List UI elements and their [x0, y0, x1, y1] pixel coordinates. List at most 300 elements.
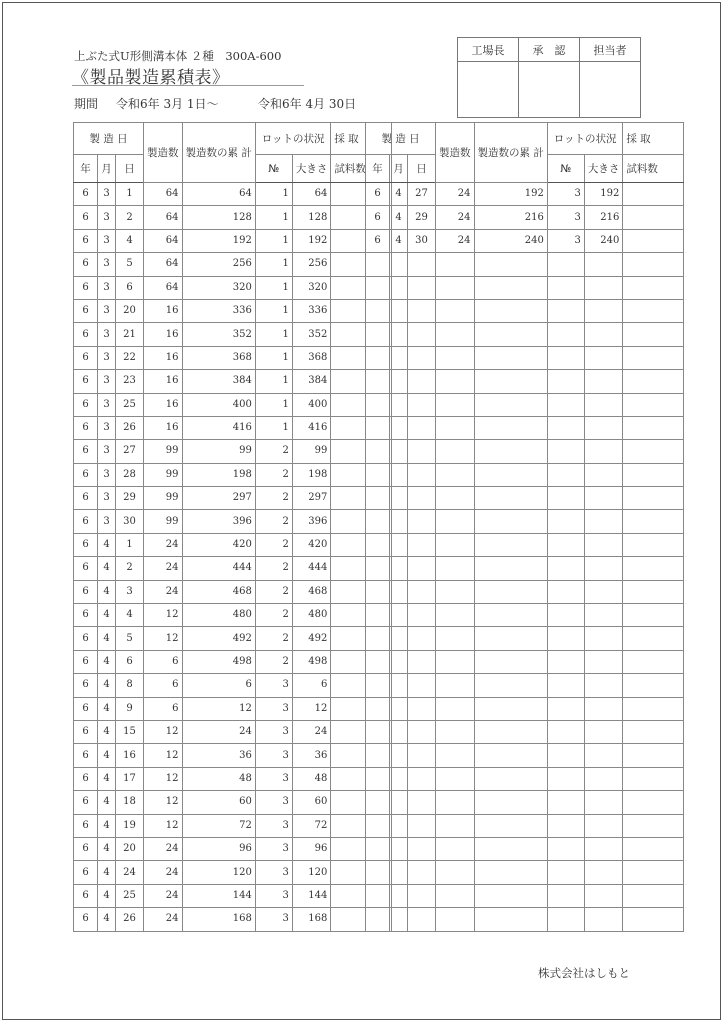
cell-year[interactable]: 6 — [74, 908, 98, 931]
cell-lot-size[interactable] — [584, 837, 623, 860]
cell-lot-size[interactable] — [584, 370, 623, 393]
cell-lot-size[interactable] — [584, 440, 623, 463]
cell-month[interactable]: 3 — [98, 206, 116, 229]
cell-lot-no[interactable]: 1 — [255, 276, 292, 299]
cell-cumulative[interactable]: 368 — [182, 346, 255, 369]
cell-day[interactable] — [408, 674, 436, 697]
cell-cumulative[interactable] — [474, 253, 547, 276]
cell-qty[interactable] — [436, 463, 475, 486]
cell-day[interactable] — [408, 744, 436, 767]
cell-day[interactable] — [408, 393, 436, 416]
cell-lot-no[interactable]: 3 — [255, 767, 292, 790]
cell-day[interactable]: 19 — [116, 814, 144, 837]
cell-day[interactable] — [408, 533, 436, 556]
cell-lot-size[interactable] — [584, 674, 623, 697]
cell-sample-count[interactable] — [623, 767, 684, 790]
cell-lot-no[interactable]: 1 — [255, 346, 292, 369]
cell-lot-no[interactable] — [547, 650, 584, 673]
cell-lot-size[interactable]: 480 — [292, 604, 331, 627]
cell-year[interactable]: 6 — [74, 650, 98, 673]
cell-cumulative[interactable]: 297 — [182, 487, 255, 510]
cell-day[interactable] — [408, 487, 436, 510]
cell-month[interactable] — [390, 814, 408, 837]
cell-lot-no[interactable]: 1 — [255, 299, 292, 322]
cell-sample-count[interactable] — [623, 323, 684, 346]
cell-year[interactable] — [366, 814, 390, 837]
cell-month[interactable]: 4 — [98, 604, 116, 627]
cell-year[interactable] — [366, 370, 390, 393]
cell-lot-no[interactable] — [547, 908, 584, 931]
cell-lot-no[interactable]: 2 — [255, 557, 292, 580]
cell-year[interactable] — [366, 837, 390, 860]
cell-lot-size[interactable] — [584, 604, 623, 627]
cell-cumulative[interactable] — [474, 487, 547, 510]
cell-cumulative[interactable] — [474, 697, 547, 720]
cell-lot-no[interactable]: 3 — [255, 908, 292, 931]
cell-lot-no[interactable] — [547, 276, 584, 299]
cell-sample-count[interactable] — [623, 487, 684, 510]
cell-lot-size[interactable] — [584, 346, 623, 369]
cell-month[interactable]: 3 — [98, 323, 116, 346]
cell-cumulative[interactable]: 420 — [182, 533, 255, 556]
cell-year[interactable]: 6 — [74, 580, 98, 603]
cell-month[interactable]: 4 — [98, 814, 116, 837]
cell-cumulative[interactable] — [474, 510, 547, 533]
cell-lot-size[interactable]: 144 — [292, 884, 331, 907]
cell-year[interactable]: 6 — [74, 767, 98, 790]
cell-cumulative[interactable]: 216 — [474, 206, 547, 229]
cell-qty[interactable]: 24 — [436, 229, 475, 252]
cell-cumulative[interactable]: 6 — [182, 674, 255, 697]
cell-year[interactable]: 6 — [366, 206, 390, 229]
cell-qty[interactable] — [436, 814, 475, 837]
cell-qty[interactable]: 12 — [144, 791, 183, 814]
cell-qty[interactable] — [436, 884, 475, 907]
cell-cumulative[interactable]: 24 — [182, 720, 255, 743]
cell-sample-count[interactable] — [623, 183, 684, 206]
cell-month[interactable] — [390, 276, 408, 299]
cell-year[interactable]: 6 — [74, 346, 98, 369]
cell-year[interactable]: 6 — [74, 393, 98, 416]
cell-qty[interactable]: 12 — [144, 744, 183, 767]
cell-day[interactable] — [408, 510, 436, 533]
cell-qty[interactable]: 6 — [144, 650, 183, 673]
cell-month[interactable] — [390, 463, 408, 486]
cell-month[interactable] — [390, 253, 408, 276]
cell-qty[interactable] — [436, 861, 475, 884]
cell-month[interactable]: 3 — [98, 440, 116, 463]
cell-year[interactable]: 6 — [74, 510, 98, 533]
cell-cumulative[interactable]: 400 — [182, 393, 255, 416]
cell-lot-no[interactable] — [547, 510, 584, 533]
cell-lot-no[interactable] — [547, 627, 584, 650]
cell-lot-no[interactable]: 1 — [255, 183, 292, 206]
cell-cumulative[interactable]: 36 — [182, 744, 255, 767]
cell-lot-no[interactable]: 1 — [255, 416, 292, 439]
cell-year[interactable]: 6 — [74, 206, 98, 229]
cell-lot-no[interactable]: 3 — [255, 697, 292, 720]
cell-lot-no[interactable]: 3 — [255, 837, 292, 860]
cell-year[interactable] — [366, 767, 390, 790]
cell-month[interactable] — [390, 299, 408, 322]
cell-cumulative[interactable] — [474, 837, 547, 860]
cell-day[interactable]: 15 — [116, 720, 144, 743]
cell-day[interactable]: 29 — [408, 206, 436, 229]
cell-day[interactable]: 28 — [116, 463, 144, 486]
cell-sample-count[interactable] — [623, 510, 684, 533]
cell-day[interactable] — [408, 650, 436, 673]
cell-month[interactable] — [390, 744, 408, 767]
cell-sample-count[interactable] — [623, 837, 684, 860]
cell-sample-count[interactable] — [623, 253, 684, 276]
cell-year[interactable]: 6 — [74, 697, 98, 720]
cell-day[interactable]: 20 — [116, 299, 144, 322]
cell-lot-no[interactable]: 3 — [255, 861, 292, 884]
cell-qty[interactable]: 64 — [144, 229, 183, 252]
cell-day[interactable]: 18 — [116, 791, 144, 814]
cell-month[interactable]: 3 — [98, 510, 116, 533]
cell-lot-size[interactable]: 6 — [292, 674, 331, 697]
cell-lot-no[interactable] — [547, 370, 584, 393]
cell-month[interactable] — [390, 580, 408, 603]
cell-sample-count[interactable] — [623, 299, 684, 322]
cell-qty[interactable]: 24 — [436, 183, 475, 206]
cell-lot-size[interactable]: 492 — [292, 627, 331, 650]
cell-day[interactable] — [408, 346, 436, 369]
cell-year[interactable] — [366, 346, 390, 369]
cell-lot-size[interactable] — [584, 557, 623, 580]
cell-month[interactable]: 3 — [98, 370, 116, 393]
cell-cumulative[interactable]: 444 — [182, 557, 255, 580]
cell-sample-count[interactable] — [623, 276, 684, 299]
cell-year[interactable] — [366, 487, 390, 510]
cell-lot-size[interactable] — [584, 720, 623, 743]
cell-lot-no[interactable] — [547, 674, 584, 697]
cell-month[interactable] — [390, 370, 408, 393]
cell-lot-size[interactable]: 240 — [584, 229, 623, 252]
cell-cumulative[interactable]: 480 — [182, 604, 255, 627]
cell-year[interactable]: 6 — [74, 533, 98, 556]
cell-qty[interactable]: 12 — [144, 720, 183, 743]
cell-qty[interactable] — [436, 323, 475, 346]
cell-lot-size[interactable] — [584, 323, 623, 346]
cell-day[interactable]: 26 — [116, 908, 144, 931]
cell-qty[interactable] — [436, 533, 475, 556]
cell-cumulative[interactable] — [474, 674, 547, 697]
stamp-cell-factory-manager[interactable] — [458, 62, 519, 118]
cell-lot-size[interactable]: 120 — [292, 861, 331, 884]
cell-qty[interactable] — [436, 440, 475, 463]
cell-month[interactable]: 3 — [98, 253, 116, 276]
cell-month[interactable]: 4 — [98, 744, 116, 767]
cell-lot-no[interactable] — [547, 487, 584, 510]
cell-month[interactable] — [390, 767, 408, 790]
cell-cumulative[interactable]: 192 — [474, 183, 547, 206]
cell-cumulative[interactable] — [474, 908, 547, 931]
cell-qty[interactable] — [436, 674, 475, 697]
cell-day[interactable]: 20 — [116, 837, 144, 860]
cell-qty[interactable] — [436, 604, 475, 627]
cell-day[interactable]: 30 — [116, 510, 144, 533]
cell-qty[interactable]: 12 — [144, 604, 183, 627]
cell-lot-no[interactable] — [547, 346, 584, 369]
cell-qty[interactable] — [436, 697, 475, 720]
cell-day[interactable]: 5 — [116, 253, 144, 276]
cell-sample-count[interactable] — [623, 650, 684, 673]
cell-lot-size[interactable]: 256 — [292, 253, 331, 276]
cell-month[interactable] — [390, 533, 408, 556]
cell-lot-no[interactable]: 3 — [255, 674, 292, 697]
cell-month[interactable] — [390, 510, 408, 533]
cell-sample-count[interactable] — [623, 206, 684, 229]
cell-year[interactable]: 6 — [74, 744, 98, 767]
cell-month[interactable]: 4 — [390, 229, 408, 252]
cell-day[interactable] — [408, 791, 436, 814]
cell-lot-no[interactable] — [547, 791, 584, 814]
cell-sample-count[interactable] — [623, 416, 684, 439]
cell-cumulative[interactable]: 384 — [182, 370, 255, 393]
cell-lot-no[interactable]: 2 — [255, 440, 292, 463]
cell-cumulative[interactable]: 72 — [182, 814, 255, 837]
cell-day[interactable]: 16 — [116, 744, 144, 767]
cell-year[interactable] — [366, 720, 390, 743]
cell-lot-size[interactable]: 420 — [292, 533, 331, 556]
cell-lot-size[interactable] — [584, 767, 623, 790]
cell-day[interactable]: 1 — [116, 533, 144, 556]
stamp-cell-person-in-charge[interactable] — [580, 62, 641, 118]
cell-day[interactable]: 29 — [116, 487, 144, 510]
cell-qty[interactable] — [436, 650, 475, 673]
cell-year[interactable] — [366, 861, 390, 884]
cell-month[interactable]: 3 — [98, 463, 116, 486]
cell-cumulative[interactable] — [474, 744, 547, 767]
cell-lot-no[interactable]: 3 — [547, 229, 584, 252]
cell-cumulative[interactable]: 256 — [182, 253, 255, 276]
cell-lot-no[interactable] — [547, 604, 584, 627]
cell-month[interactable]: 4 — [98, 720, 116, 743]
cell-year[interactable] — [366, 393, 390, 416]
cell-year[interactable]: 6 — [74, 814, 98, 837]
cell-year[interactable]: 6 — [74, 370, 98, 393]
cell-cumulative[interactable]: 64 — [182, 183, 255, 206]
cell-qty[interactable]: 12 — [144, 627, 183, 650]
cell-lot-size[interactable]: 24 — [292, 720, 331, 743]
cell-lot-size[interactable]: 400 — [292, 393, 331, 416]
cell-day[interactable]: 22 — [116, 346, 144, 369]
cell-lot-size[interactable] — [584, 627, 623, 650]
cell-qty[interactable]: 24 — [144, 884, 183, 907]
cell-qty[interactable] — [436, 416, 475, 439]
cell-day[interactable] — [408, 884, 436, 907]
cell-year[interactable] — [366, 299, 390, 322]
cell-lot-size[interactable]: 128 — [292, 206, 331, 229]
cell-lot-size[interactable]: 168 — [292, 908, 331, 931]
cell-lot-no[interactable]: 3 — [255, 884, 292, 907]
cell-day[interactable]: 27 — [116, 440, 144, 463]
cell-qty[interactable]: 99 — [144, 510, 183, 533]
cell-year[interactable] — [366, 697, 390, 720]
cell-qty[interactable] — [436, 837, 475, 860]
cell-lot-size[interactable] — [584, 814, 623, 837]
cell-month[interactable]: 4 — [98, 627, 116, 650]
cell-day[interactable] — [408, 814, 436, 837]
cell-month[interactable]: 4 — [98, 697, 116, 720]
cell-lot-no[interactable] — [547, 557, 584, 580]
cell-qty[interactable]: 16 — [144, 370, 183, 393]
cell-year[interactable] — [366, 276, 390, 299]
cell-month[interactable]: 3 — [98, 299, 116, 322]
cell-qty[interactable]: 24 — [144, 533, 183, 556]
cell-day[interactable] — [408, 370, 436, 393]
cell-qty[interactable]: 24 — [436, 206, 475, 229]
cell-month[interactable] — [390, 697, 408, 720]
cell-lot-no[interactable]: 2 — [255, 580, 292, 603]
cell-day[interactable]: 17 — [116, 767, 144, 790]
cell-lot-no[interactable] — [547, 393, 584, 416]
cell-qty[interactable]: 64 — [144, 206, 183, 229]
cell-qty[interactable]: 99 — [144, 463, 183, 486]
cell-lot-size[interactable] — [584, 276, 623, 299]
cell-year[interactable]: 6 — [74, 604, 98, 627]
cell-lot-no[interactable] — [547, 299, 584, 322]
cell-year[interactable] — [366, 674, 390, 697]
cell-cumulative[interactable]: 396 — [182, 510, 255, 533]
cell-month[interactable]: 3 — [98, 183, 116, 206]
cell-year[interactable]: 6 — [74, 229, 98, 252]
cell-lot-no[interactable]: 2 — [255, 533, 292, 556]
cell-lot-no[interactable]: 3 — [255, 744, 292, 767]
cell-day[interactable]: 21 — [116, 323, 144, 346]
cell-cumulative[interactable] — [474, 323, 547, 346]
cell-lot-size[interactable]: 416 — [292, 416, 331, 439]
cell-day[interactable]: 25 — [116, 884, 144, 907]
cell-lot-no[interactable]: 1 — [255, 229, 292, 252]
cell-lot-size[interactable] — [584, 744, 623, 767]
cell-lot-size[interactable] — [584, 650, 623, 673]
cell-sample-count[interactable] — [623, 908, 684, 931]
cell-qty[interactable]: 24 — [144, 557, 183, 580]
stamp-cell-approval[interactable] — [519, 62, 580, 118]
cell-day[interactable]: 6 — [116, 650, 144, 673]
cell-year[interactable] — [366, 557, 390, 580]
cell-qty[interactable]: 99 — [144, 487, 183, 510]
cell-sample-count[interactable] — [623, 440, 684, 463]
cell-day[interactable] — [408, 557, 436, 580]
cell-lot-no[interactable]: 3 — [547, 183, 584, 206]
cell-year[interactable] — [366, 908, 390, 931]
cell-cumulative[interactable] — [474, 884, 547, 907]
cell-year[interactable]: 6 — [366, 229, 390, 252]
cell-cumulative[interactable] — [474, 463, 547, 486]
cell-month[interactable] — [390, 650, 408, 673]
cell-qty[interactable] — [436, 370, 475, 393]
cell-sample-count[interactable] — [623, 346, 684, 369]
cell-month[interactable]: 4 — [98, 791, 116, 814]
cell-month[interactable] — [390, 440, 408, 463]
cell-year[interactable] — [366, 440, 390, 463]
cell-cumulative[interactable] — [474, 604, 547, 627]
cell-cumulative[interactable]: 192 — [182, 229, 255, 252]
cell-year[interactable]: 6 — [74, 557, 98, 580]
cell-lot-size[interactable] — [584, 580, 623, 603]
cell-lot-no[interactable]: 3 — [255, 791, 292, 814]
cell-lot-no[interactable]: 2 — [255, 627, 292, 650]
cell-lot-no[interactable]: 2 — [255, 487, 292, 510]
cell-sample-count[interactable] — [623, 674, 684, 697]
cell-qty[interactable] — [436, 767, 475, 790]
cell-cumulative[interactable] — [474, 814, 547, 837]
cell-cumulative[interactable]: 12 — [182, 697, 255, 720]
cell-day[interactable]: 4 — [116, 229, 144, 252]
cell-month[interactable]: 4 — [390, 206, 408, 229]
cell-qty[interactable]: 24 — [144, 861, 183, 884]
cell-sample-count[interactable] — [623, 627, 684, 650]
cell-qty[interactable] — [436, 791, 475, 814]
cell-year[interactable] — [366, 604, 390, 627]
cell-cumulative[interactable]: 198 — [182, 463, 255, 486]
cell-lot-size[interactable] — [584, 253, 623, 276]
cell-qty[interactable] — [436, 908, 475, 931]
cell-lot-size[interactable] — [584, 533, 623, 556]
cell-lot-size[interactable]: 96 — [292, 837, 331, 860]
cell-month[interactable] — [390, 487, 408, 510]
cell-day[interactable] — [408, 416, 436, 439]
cell-day[interactable] — [408, 627, 436, 650]
cell-day[interactable] — [408, 767, 436, 790]
cell-month[interactable]: 4 — [98, 650, 116, 673]
cell-month[interactable] — [390, 557, 408, 580]
cell-year[interactable] — [366, 253, 390, 276]
cell-cumulative[interactable]: 168 — [182, 908, 255, 931]
cell-lot-size[interactable] — [584, 908, 623, 931]
cell-lot-size[interactable] — [584, 299, 623, 322]
cell-year[interactable]: 6 — [74, 416, 98, 439]
cell-cumulative[interactable] — [474, 580, 547, 603]
cell-year[interactable]: 6 — [74, 276, 98, 299]
cell-qty[interactable] — [436, 744, 475, 767]
cell-year[interactable] — [366, 627, 390, 650]
cell-day[interactable]: 25 — [116, 393, 144, 416]
cell-cumulative[interactable]: 416 — [182, 416, 255, 439]
cell-lot-no[interactable]: 1 — [255, 393, 292, 416]
cell-month[interactable] — [390, 791, 408, 814]
cell-lot-size[interactable]: 368 — [292, 346, 331, 369]
cell-year[interactable]: 6 — [74, 463, 98, 486]
cell-year[interactable] — [366, 791, 390, 814]
cell-qty[interactable] — [436, 276, 475, 299]
cell-qty[interactable] — [436, 487, 475, 510]
cell-month[interactable]: 3 — [98, 346, 116, 369]
cell-cumulative[interactable]: 240 — [474, 229, 547, 252]
cell-qty[interactable]: 99 — [144, 440, 183, 463]
cell-month[interactable]: 4 — [390, 183, 408, 206]
cell-year[interactable] — [366, 416, 390, 439]
cell-year[interactable]: 6 — [74, 299, 98, 322]
cell-year[interactable]: 6 — [74, 627, 98, 650]
cell-lot-size[interactable]: 396 — [292, 510, 331, 533]
cell-sample-count[interactable] — [623, 557, 684, 580]
cell-month[interactable] — [390, 627, 408, 650]
cell-cumulative[interactable]: 60 — [182, 791, 255, 814]
cell-qty[interactable] — [436, 393, 475, 416]
cell-day[interactable]: 26 — [116, 416, 144, 439]
cell-lot-size[interactable]: 352 — [292, 323, 331, 346]
cell-qty[interactable]: 12 — [144, 814, 183, 837]
cell-year[interactable] — [366, 510, 390, 533]
cell-qty[interactable]: 16 — [144, 299, 183, 322]
cell-month[interactable]: 4 — [98, 767, 116, 790]
cell-lot-no[interactable]: 3 — [255, 814, 292, 837]
